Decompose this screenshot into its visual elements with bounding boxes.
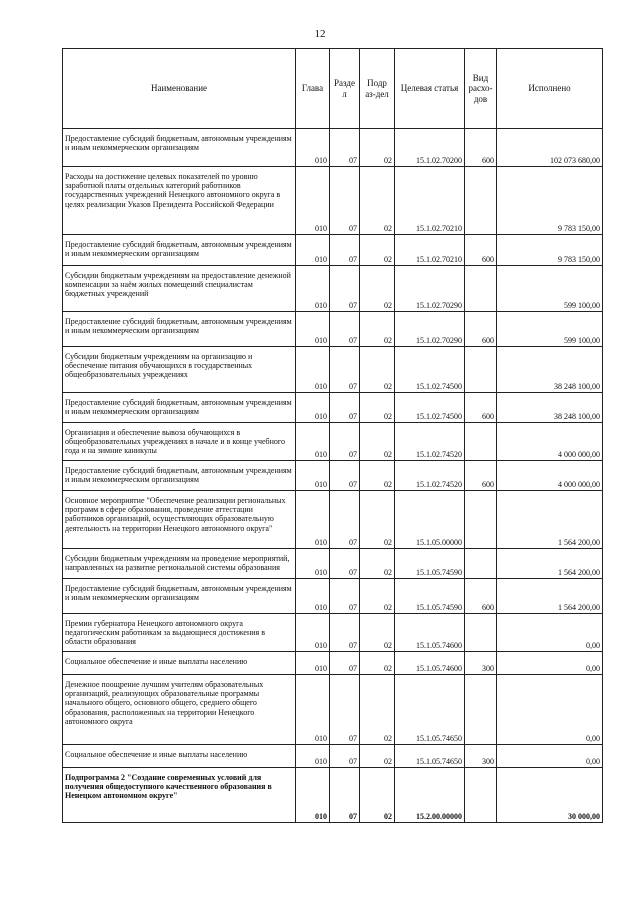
row-name: Предоставление субсидий бюджетным, автономным учреждениям и иным некоммерческим организациям — [65, 398, 292, 417]
row-expense-type: 600 — [465, 129, 497, 167]
header-name: Наименование — [63, 49, 296, 129]
row-target: 15.1.05.74600 — [395, 652, 465, 675]
row-subsection: 02 — [360, 614, 395, 652]
row-name-cell — [63, 235, 296, 266]
row-target: 15.1.05.00000 — [395, 491, 465, 549]
row-name-cell — [63, 614, 296, 652]
row-chapter: 010 — [296, 745, 330, 768]
row-target: 15.1.05.74590 — [395, 549, 465, 579]
header-target: Целевая статья — [395, 49, 465, 129]
row-target: 15.1.02.70200 — [395, 129, 465, 167]
row-expense-type — [465, 167, 497, 235]
row-expense-type — [465, 491, 497, 549]
row-target: 15.1.05.74600 — [395, 614, 465, 652]
row-name: Премии губернатора Ненецкого автономного округа педагогическим работникам за выдающиеся достижения в области образования — [65, 619, 265, 647]
row-target: 15.1.05.74590 — [395, 579, 465, 614]
row-executed: 0,00 — [497, 675, 603, 745]
row-subsection: 02 — [360, 393, 395, 423]
row-expense-type: 300 — [465, 745, 497, 768]
row-expense-type: 600 — [465, 312, 497, 347]
row-executed: 38 248 100,00 — [497, 393, 603, 423]
table-row — [63, 423, 603, 461]
row-executed: 599 100,00 — [497, 312, 603, 347]
row-expense-type — [465, 675, 497, 745]
row-chapter: 010 — [296, 347, 330, 393]
table-row — [63, 491, 603, 549]
row-target: 15.1.05.74650 — [395, 675, 465, 745]
row-subsection: 02 — [360, 768, 395, 823]
table-row — [63, 652, 603, 675]
row-executed: 0,00 — [497, 745, 603, 768]
row-section: 07 — [330, 745, 360, 768]
row-name-cell — [63, 579, 296, 614]
row-section: 07 — [330, 235, 360, 266]
row-target: 15.1.02.74520 — [395, 423, 465, 461]
row-subsection: 02 — [360, 579, 395, 614]
row-chapter: 010 — [296, 491, 330, 549]
table-row — [63, 461, 603, 491]
row-target: 15.1.02.70210 — [395, 167, 465, 235]
row-expense-type — [465, 614, 497, 652]
row-name-cell — [63, 768, 296, 823]
row-subsection: 02 — [360, 312, 395, 347]
header-section: Разде л — [330, 49, 360, 129]
row-name: Субсидии бюджетным учреждениям на проведение мероприятий, направленных на развитие региональной системы образования — [65, 554, 290, 573]
row-subsection: 02 — [360, 347, 395, 393]
row-chapter: 010 — [296, 768, 330, 823]
row-name: Социальное обеспечение и иные выплаты населению — [65, 750, 248, 759]
row-executed: 4 000 000,00 — [497, 423, 603, 461]
row-expense-type: 600 — [465, 393, 497, 423]
row-expense-type: 300 — [465, 652, 497, 675]
row-executed: 0,00 — [497, 614, 603, 652]
row-section: 07 — [330, 614, 360, 652]
row-name-cell — [63, 461, 296, 491]
row-executed: 30 000,00 — [497, 768, 603, 823]
row-expense-type: 600 — [465, 461, 497, 491]
row-subsection: 02 — [360, 652, 395, 675]
row-subsection: 02 — [360, 266, 395, 312]
row-name: Социальное обеспечение и иные выплаты населению — [65, 657, 248, 666]
row-name: Денежное поощрение лучшим учителям образовательных организаций, реализующих образовательные программы начального общего, основного общего, среднего общего образования, расположенных на территории Ненецкого автономного округа — [65, 680, 264, 726]
row-section: 07 — [330, 167, 360, 235]
table-row — [63, 675, 603, 745]
row-chapter: 010 — [296, 235, 330, 266]
table-header-row — [63, 49, 603, 129]
row-name-cell — [63, 393, 296, 423]
row-expense-type — [465, 266, 497, 312]
row-name: Субсидии бюджетным учреждениям на предоставление денежной компенсации за наём жилых помещений специалистам бюджетных учреждений — [65, 271, 291, 299]
table-row — [63, 167, 603, 235]
row-section: 07 — [330, 129, 360, 167]
row-name: Основное мероприятие "Обеспечение реализации региональных программ в сфере образования, проведение аттестации работников организаций, осуществляющих образовательную деятельность на территории Ненецкого автономного округа" — [65, 496, 286, 533]
row-executed: 599 100,00 — [497, 266, 603, 312]
row-section: 07 — [330, 652, 360, 675]
row-name-cell — [63, 312, 296, 347]
header-expense-type: Вид расхо-дов — [465, 49, 497, 129]
row-expense-type — [465, 768, 497, 823]
row-target: 15.1.02.70290 — [395, 266, 465, 312]
row-target: 15.2.00.00000 — [395, 768, 465, 823]
row-section: 07 — [330, 461, 360, 491]
row-name-cell — [63, 266, 296, 312]
row-name-cell — [63, 491, 296, 549]
header-subsection: Подр аз-дел — [360, 49, 395, 129]
row-chapter: 010 — [296, 423, 330, 461]
row-name-cell — [63, 549, 296, 579]
budget-table — [62, 48, 603, 823]
row-name-cell — [63, 167, 296, 235]
table-row — [63, 312, 603, 347]
table-row — [63, 347, 603, 393]
row-name-cell — [63, 129, 296, 167]
row-subsection: 02 — [360, 167, 395, 235]
row-executed: 1 564 200,00 — [497, 549, 603, 579]
row-target: 15.1.02.74500 — [395, 347, 465, 393]
row-executed: 9 783 150,00 — [497, 167, 603, 235]
row-name: Предоставление субсидий бюджетным, автономным учреждениям и иным некоммерческим организациям — [65, 466, 292, 485]
row-chapter: 010 — [296, 129, 330, 167]
row-expense-type — [465, 549, 497, 579]
table-row — [63, 393, 603, 423]
row-section: 07 — [330, 768, 360, 823]
row-executed: 1 564 200,00 — [497, 579, 603, 614]
row-name: Предоставление субсидий бюджетным, автономным учреждениям и иным некоммерческим организациям — [65, 134, 292, 153]
row-chapter: 010 — [296, 675, 330, 745]
row-chapter: 010 — [296, 461, 330, 491]
row-name: Расходы на достижение целевых показателей по уровню заработной платы отдельных категорий работников государственных учреждений Ненецкого автономного округа в целях реализации Указов Президента Российской Федерации — [65, 172, 281, 209]
row-executed: 4 000 000,00 — [497, 461, 603, 491]
table-row — [63, 129, 603, 167]
row-section: 07 — [330, 312, 360, 347]
row-target: 15.1.02.74500 — [395, 393, 465, 423]
row-subsection: 02 — [360, 675, 395, 745]
row-name: Предоставление субсидий бюджетным, автономным учреждениям и иным некоммерческим организациям — [65, 240, 292, 259]
table-row — [63, 579, 603, 614]
row-chapter: 010 — [296, 312, 330, 347]
row-chapter: 010 — [296, 266, 330, 312]
row-subsection: 02 — [360, 129, 395, 167]
row-subsection: 02 — [360, 491, 395, 549]
row-section: 07 — [330, 423, 360, 461]
row-name-cell — [63, 652, 296, 675]
row-target: 15.1.05.74650 — [395, 745, 465, 768]
row-executed: 9 783 150,00 — [497, 235, 603, 266]
row-chapter: 010 — [296, 579, 330, 614]
row-chapter: 010 — [296, 652, 330, 675]
row-subsection: 02 — [360, 461, 395, 491]
row-section: 07 — [330, 579, 360, 614]
row-target: 15.1.02.70210 — [395, 235, 465, 266]
row-subsection: 02 — [360, 549, 395, 579]
table-row — [63, 768, 603, 823]
row-name-cell — [63, 675, 296, 745]
row-expense-type — [465, 423, 497, 461]
row-executed: 38 248 100,00 — [497, 347, 603, 393]
row-name: Предоставление субсидий бюджетным, автономным учреждениям и иным некоммерческим организациям — [65, 584, 292, 603]
row-executed: 102 073 680,00 — [497, 129, 603, 167]
row-section: 07 — [330, 347, 360, 393]
header-executed: Исполнено — [497, 49, 603, 129]
row-expense-type — [465, 347, 497, 393]
row-executed: 0,00 — [497, 652, 603, 675]
row-subsection: 02 — [360, 235, 395, 266]
row-chapter: 010 — [296, 549, 330, 579]
row-name: Организация и обеспечение вывоза обучающихся в общеобразовательных учреждениях в начале и в конце учебного года и на зимние каникулы — [65, 428, 285, 456]
header-chapter: Глава — [296, 49, 330, 129]
row-section: 07 — [330, 266, 360, 312]
row-name-cell — [63, 423, 296, 461]
table-row — [63, 614, 603, 652]
row-target: 15.1.02.70290 — [395, 312, 465, 347]
row-name-cell — [63, 745, 296, 768]
row-section: 07 — [330, 491, 360, 549]
row-section: 07 — [330, 675, 360, 745]
row-expense-type: 600 — [465, 235, 497, 266]
row-executed: 1 564 200,00 — [497, 491, 603, 549]
row-chapter: 010 — [296, 614, 330, 652]
row-section: 07 — [330, 549, 360, 579]
row-section: 07 — [330, 393, 360, 423]
row-expense-type: 600 — [465, 579, 497, 614]
row-name-cell — [63, 347, 296, 393]
row-target: 15.1.02.74520 — [395, 461, 465, 491]
page-number: 12 — [314, 28, 326, 40]
row-name: Предоставление субсидий бюджетным, автономным учреждениям и иным некоммерческим организациям — [65, 317, 292, 336]
table-row — [63, 235, 603, 266]
table-row — [63, 266, 603, 312]
table-row — [63, 549, 603, 579]
row-chapter: 010 — [296, 167, 330, 235]
row-chapter: 010 — [296, 393, 330, 423]
row-subsection: 02 — [360, 423, 395, 461]
table-row — [63, 745, 603, 768]
row-name: Подпрограмма 2 "Создание современных условий для получения общедоступного качественного образования в Ненецком автономном округе" — [65, 773, 272, 801]
row-name: Субсидии бюджетным учреждениям на организацию и обеспечение питания обучающихся в государственных общеобразовательных учреждениях — [65, 352, 253, 380]
row-subsection: 02 — [360, 745, 395, 768]
